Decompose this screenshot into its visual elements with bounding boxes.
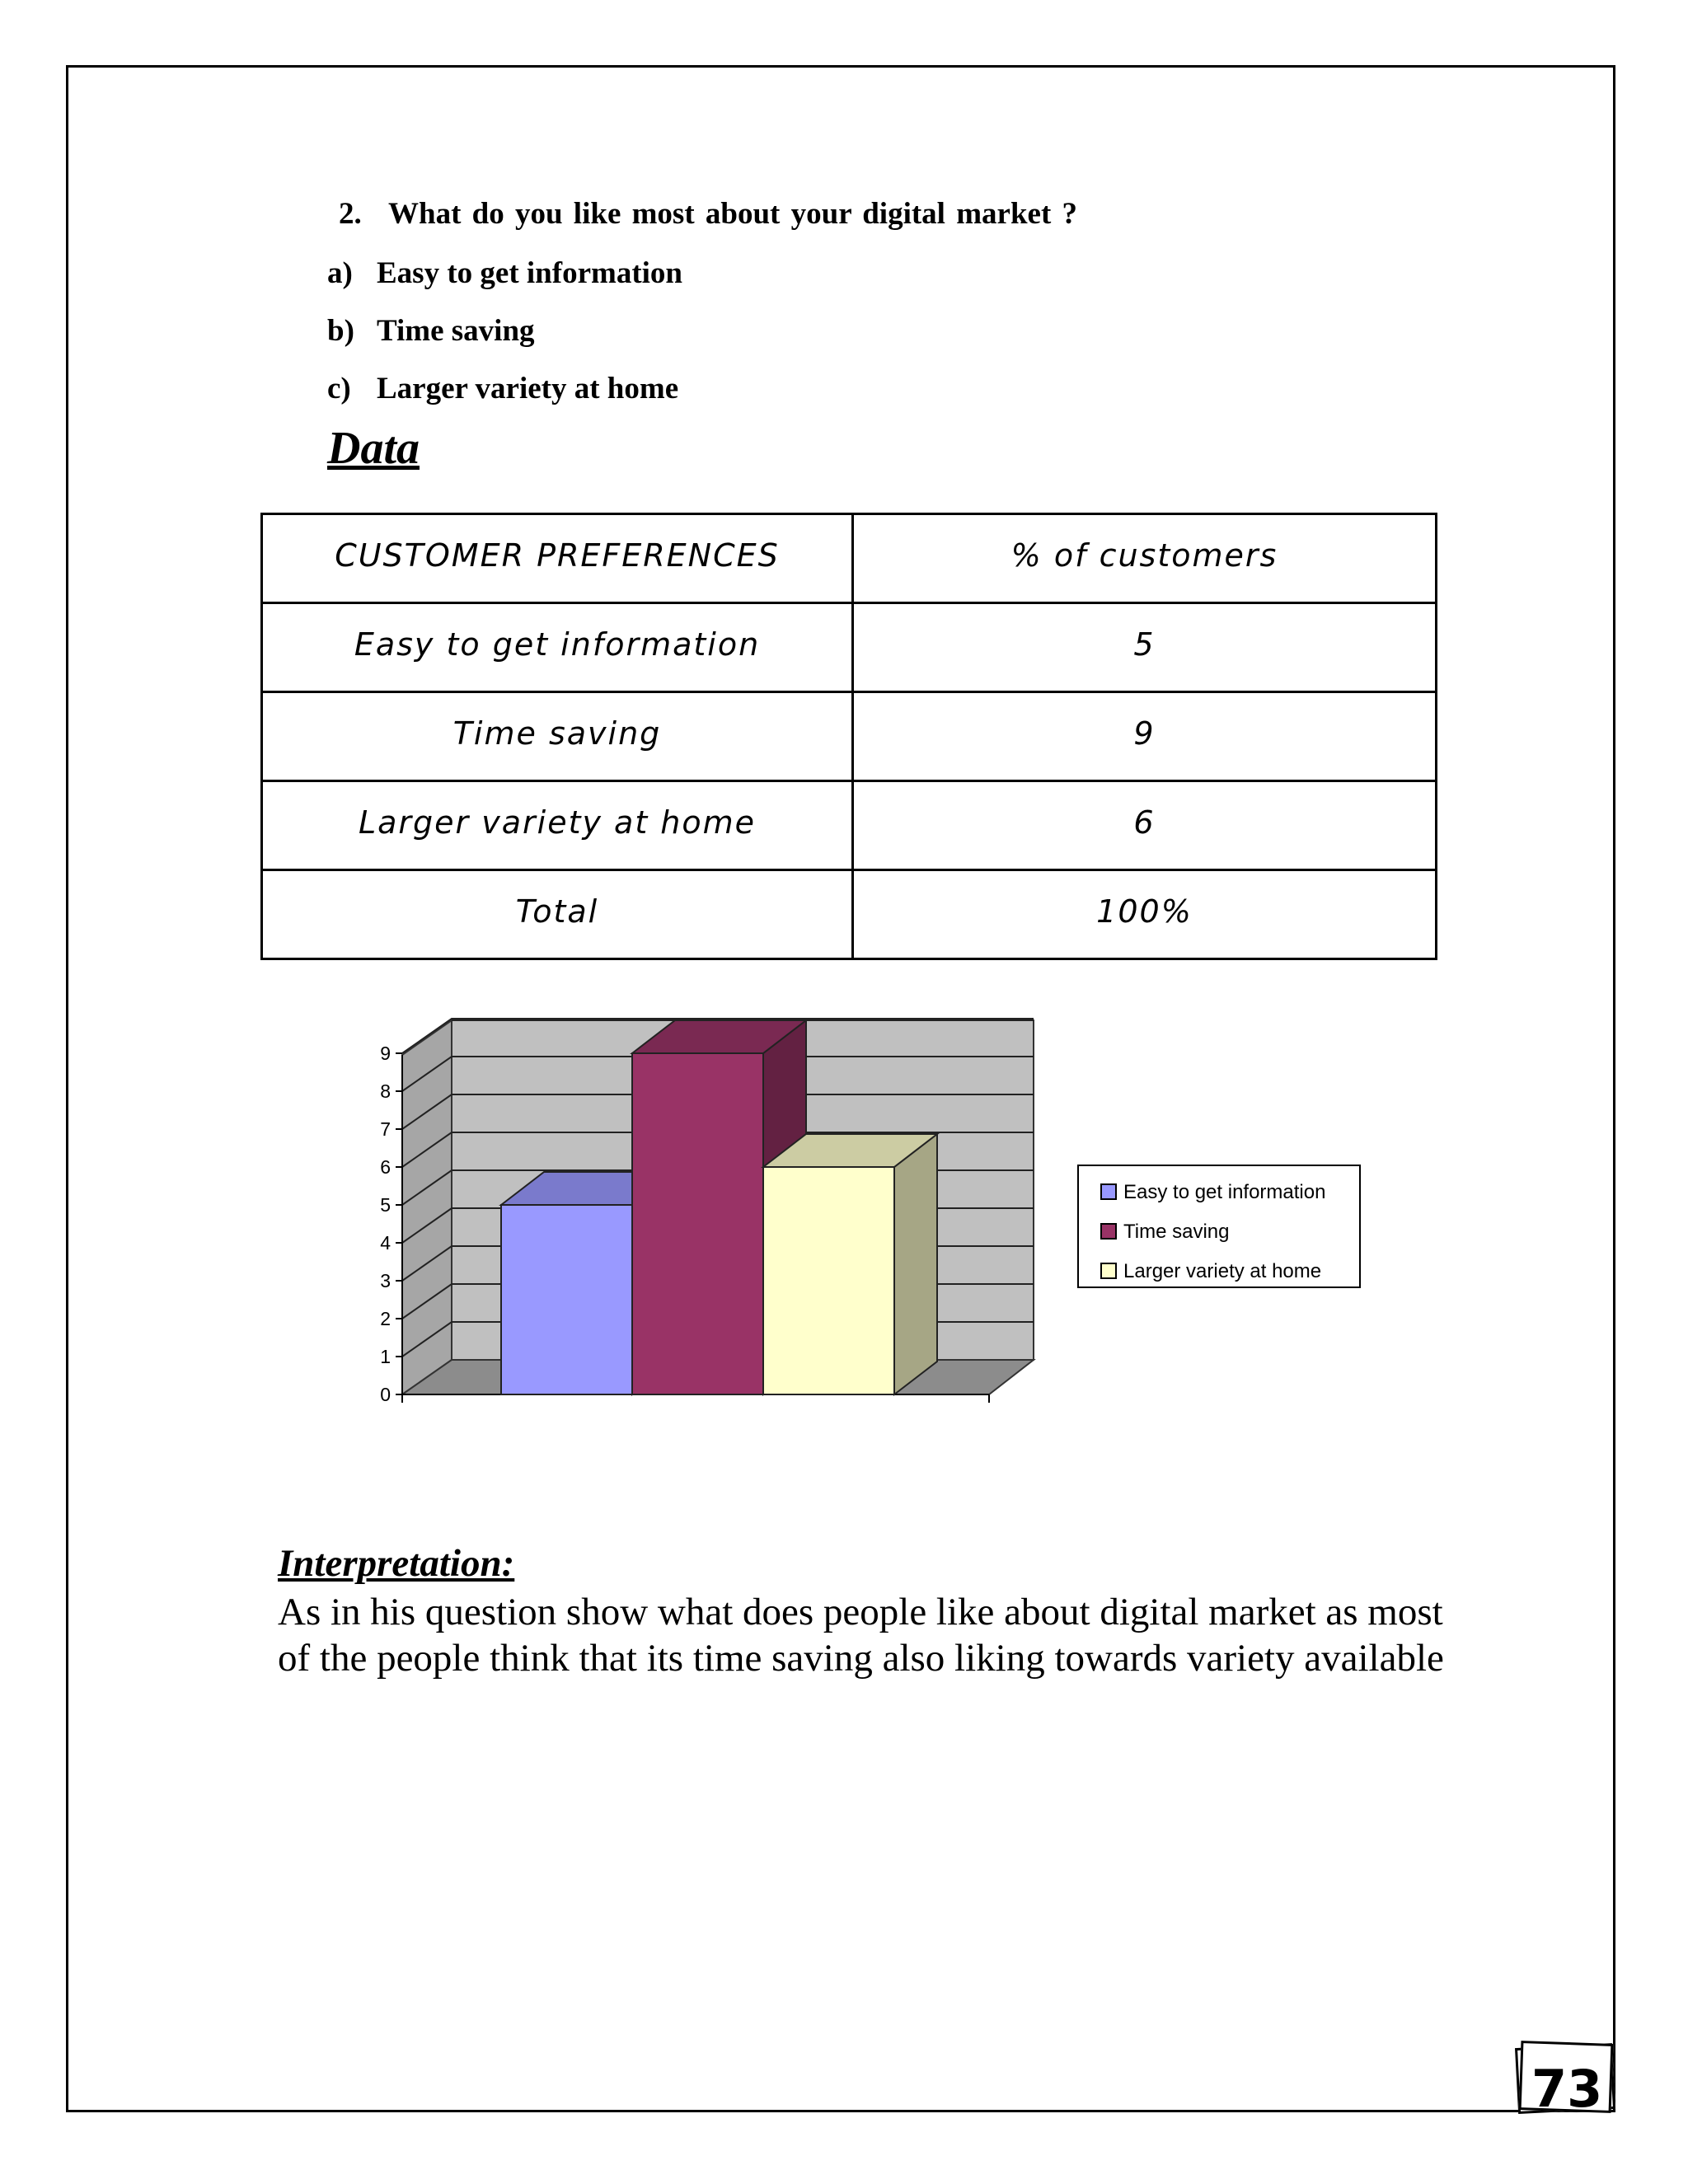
- table-cell: 6: [853, 781, 1437, 870]
- data-heading: Data: [327, 423, 420, 474]
- bar: [501, 1205, 632, 1394]
- y-tick-label: 9: [380, 1043, 391, 1064]
- table-row: [262, 870, 1437, 959]
- legend-item: Easy to get information: [1100, 1173, 1359, 1212]
- y-tick-label: 7: [380, 1118, 391, 1140]
- options-list: [327, 252, 682, 425]
- table-header-row: [262, 514, 1437, 603]
- table-row: [262, 603, 1437, 692]
- interpretation-heading: Interpretation:: [278, 1542, 515, 1585]
- y-tick-label: 8: [380, 1080, 391, 1102]
- legend-swatch: [1100, 1223, 1117, 1240]
- option-a: a) Easy to get information: [327, 256, 682, 290]
- legend-swatch: [1100, 1183, 1117, 1200]
- chart-legend: [1077, 1165, 1361, 1288]
- table-cell: 5: [853, 603, 1437, 692]
- table-row: [262, 781, 1437, 870]
- interpretation-line: As in his question show what does people like about digital market as most: [278, 1591, 1443, 1633]
- table-row: [262, 692, 1437, 781]
- y-tick-label: 3: [380, 1270, 391, 1291]
- option-b: b) Time saving: [327, 314, 535, 348]
- table-header-cell: CUSTOMER PREFERENCES: [262, 514, 853, 603]
- table-cell: Total: [262, 870, 853, 959]
- page-number-box: [1515, 2039, 1617, 2115]
- bar-chart-svg: [346, 1010, 1055, 1426]
- y-tick-label: 2: [380, 1308, 391, 1329]
- interpretation-line: of the people think that its time saving also liking towards variety available: [278, 1637, 1444, 1680]
- question-text: What do you like most about your digital market ?: [388, 197, 1078, 231]
- bar-chart: [346, 1010, 1055, 1426]
- legend-item: Larger variety at home: [1100, 1252, 1359, 1291]
- question: [339, 196, 1077, 232]
- bar-side: [894, 1134, 937, 1394]
- option-c: c) Larger variety at home: [327, 372, 679, 405]
- table-cell: 100%: [853, 870, 1437, 959]
- table-header-cell: % of customers: [853, 514, 1437, 603]
- legend-item: Time saving: [1100, 1212, 1359, 1252]
- table-cell: Easy to get information: [262, 603, 853, 692]
- interpretation-text: [278, 1589, 1448, 1681]
- y-tick-label: 5: [380, 1194, 391, 1216]
- y-tick-label: 6: [380, 1156, 391, 1178]
- bar: [763, 1167, 894, 1394]
- preferences-table: [260, 513, 1437, 960]
- bar: [632, 1053, 763, 1394]
- y-tick-label: 0: [380, 1384, 391, 1405]
- page-number: 73: [1531, 2064, 1603, 2110]
- table-cell: Time saving: [262, 692, 853, 781]
- table-cell: 9: [853, 692, 1437, 781]
- table-cell: Larger variety at home: [262, 781, 853, 870]
- legend-swatch: [1100, 1263, 1117, 1279]
- question-number: 2.: [339, 197, 362, 231]
- y-tick-label: 4: [380, 1232, 391, 1254]
- y-tick-label: 1: [380, 1346, 391, 1367]
